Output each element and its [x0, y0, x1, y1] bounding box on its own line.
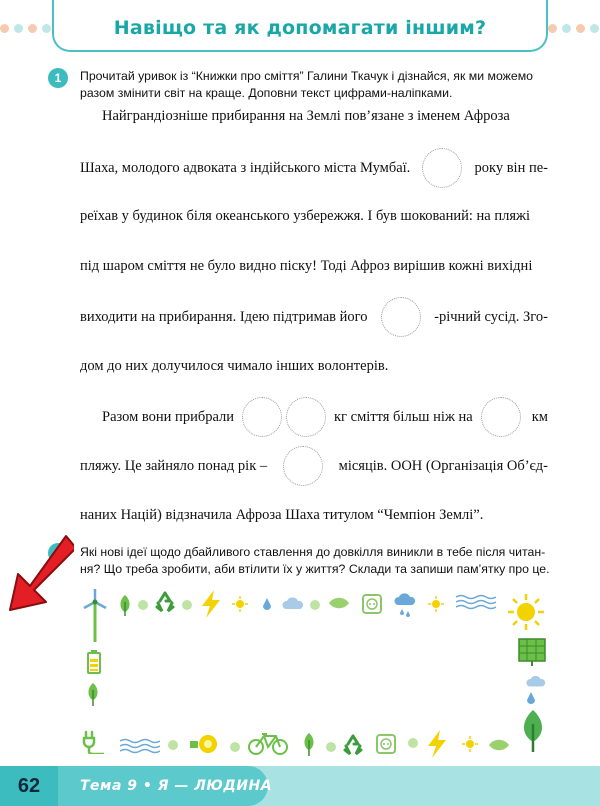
page-title-box: [52, 0, 548, 52]
task-1-instruction: [80, 68, 533, 102]
solar-panel-icon: [518, 638, 546, 666]
green-dot-icon: [138, 600, 148, 610]
cloud-icon: [282, 596, 304, 610]
story-line-9: [80, 507, 548, 524]
green-dot-icon: [326, 742, 336, 752]
story-line-7: [80, 397, 548, 437]
sun-icon: [462, 736, 478, 752]
recycle-icon: [342, 734, 364, 756]
sun-icon: [232, 596, 248, 612]
story-line-8-text-b: місяців. ООН (Організація Об’єд-: [338, 457, 548, 474]
task-2-instruction: [80, 544, 550, 578]
story-line-1-text: Найграндіозніше прибирання на Землі пов’язане з іменем Афроза: [102, 108, 510, 124]
story-line-5-text-a: виходити на прибирання. Ідею підтримав його: [80, 308, 368, 325]
footer-topic: Тема 9 • Я — ЛЮДИНА: [80, 778, 273, 794]
eco-icon-frame: [80, 588, 550, 758]
sticker-slot-year[interactable]: [422, 148, 462, 188]
leaf-icon: [86, 682, 100, 706]
story-line-8-text-a: пляжу. Це зайняло понад рік –: [80, 457, 268, 474]
bicycle-icon: [248, 732, 288, 756]
socket-icon: [362, 594, 382, 614]
task-1-instruction-line-1: Прочитай уривок із “Книжки про сміття” Галини Ткачук і дізнайся, як ми можемо: [80, 69, 534, 83]
story-line-2-text-a: Шаха, молодого адвоката з індійського міста Мумбаї.: [80, 159, 411, 176]
story-line-6: [80, 358, 548, 375]
waves-icon: [120, 738, 160, 754]
story-line-5-text-b: -річний сусід. Зго-: [434, 308, 548, 325]
task-2-instruction-line-1: Які нові ідеї щодо дбайливого ставлення до довкілля виникли в тебе після читан-: [80, 545, 546, 559]
story-line-5: [80, 297, 548, 337]
story-line-7-text-c: км: [531, 408, 548, 425]
leaf-icon: [118, 594, 132, 616]
leaf-icon: [328, 596, 350, 610]
task-2-instruction-line-2: ня? Що треба зробити, аби втілити їх у життя? Склади та запиши пам’ятку про це.: [80, 562, 550, 576]
story-line-1: [80, 108, 548, 125]
rain-cloud-icon: [394, 592, 416, 620]
story-line-9-text: наних Націй) відзначила Афроза Шаха титулом “Чемпіон Землі”.: [80, 507, 484, 523]
lightning-icon: [200, 590, 222, 618]
story-line-2-text-b: року він пе-: [474, 159, 548, 176]
sticker-slot-months[interactable]: [283, 446, 323, 486]
green-dot-icon: [310, 600, 320, 610]
lightbulb-icon: [186, 734, 220, 756]
story-line-3-text: реїхав у будинок біля океанського узбережжя. І був шокований: на пляжі: [80, 208, 531, 224]
sticker-slot-kg-2[interactable]: [286, 397, 326, 437]
green-dot-icon: [168, 740, 178, 750]
sun-icon: [428, 596, 444, 612]
water-drop-icon: [262, 598, 272, 612]
plug-icon: [82, 728, 104, 754]
green-dot-icon: [230, 742, 240, 752]
story-line-8: [80, 446, 548, 486]
story-line-7-text-a: Разом вони прибрали: [102, 408, 235, 425]
story-line-3: [80, 208, 548, 225]
green-dot-icon: [408, 738, 418, 748]
story-line-4-text: під шаром сміття не було видно піску! Тоді Афроз вирішив кожні вихідні: [80, 258, 533, 274]
waves-icon: [456, 594, 496, 610]
leaf-icon: [488, 738, 510, 752]
task-1-instruction-line-2: разом змінити світ на краще. Доповни текст цифрами-наліпками.: [80, 86, 453, 100]
battery-icon: [87, 650, 101, 674]
sticker-slot-km[interactable]: [481, 397, 521, 437]
sun-icon: [508, 594, 544, 630]
cloud-icon: [526, 674, 546, 688]
socket-icon: [376, 734, 396, 754]
page-number: 62: [0, 766, 58, 806]
sticker-slot-kg-1[interactable]: [242, 397, 282, 437]
leaf-icon: [302, 732, 316, 756]
story-line-2: [80, 148, 548, 188]
sticker-slot-age[interactable]: [381, 297, 421, 337]
page-title: Навіщо та як допомагати іншим?: [113, 17, 487, 39]
tree-icon: [520, 710, 546, 752]
wind-turbine-icon: [80, 588, 110, 642]
task-1-number-badge: 1: [48, 68, 68, 88]
pointer-arrow-icon: [4, 534, 74, 614]
recycle-icon: [154, 591, 176, 613]
lightning-icon: [426, 730, 448, 758]
water-drop-icon: [526, 692, 536, 706]
story-line-7-text-b: кг сміття більш ніж на: [334, 408, 473, 425]
story-line-4: [80, 258, 548, 275]
green-dot-icon: [182, 600, 192, 610]
story-line-6-text: дом до них долучилося чимало інших волонтерів.: [80, 358, 389, 374]
decorative-dots-right: [548, 22, 600, 34]
